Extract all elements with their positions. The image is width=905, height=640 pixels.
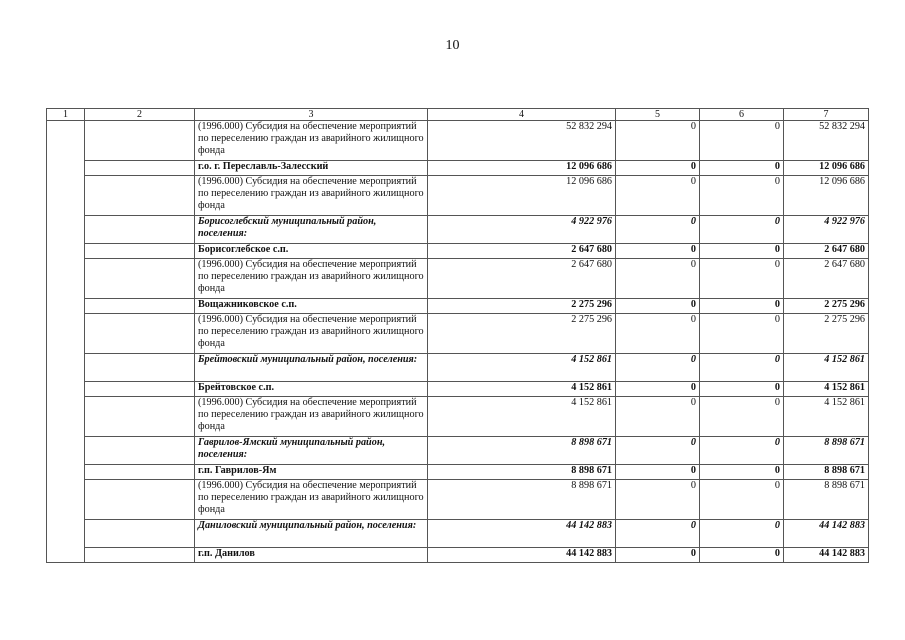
column-2-cell bbox=[85, 437, 195, 465]
column-1-cell bbox=[47, 121, 85, 563]
cell-col-6: 0 bbox=[700, 216, 784, 244]
column-2-cell bbox=[85, 354, 195, 382]
table-row bbox=[47, 437, 869, 465]
cell-col-5: 0 bbox=[616, 244, 700, 259]
column-2-cell bbox=[85, 548, 195, 563]
cell-col-6: 0 bbox=[700, 437, 784, 465]
cell-col-4: 4 152 861 bbox=[428, 382, 616, 397]
row-description: г.о. г. Переславль-Залесский bbox=[195, 161, 428, 176]
table-row bbox=[47, 480, 869, 520]
column-2-cell bbox=[85, 480, 195, 520]
cell-col-5: 0 bbox=[616, 176, 700, 216]
cell-col-4: 2 647 680 bbox=[428, 244, 616, 259]
cell-col-7: 4 152 861 bbox=[784, 354, 869, 382]
column-2-cell bbox=[85, 520, 195, 548]
column-header-4: 4 bbox=[428, 109, 616, 121]
table-row bbox=[47, 121, 869, 161]
cell-col-6: 0 bbox=[700, 299, 784, 314]
subsidy-table bbox=[46, 108, 869, 563]
cell-col-7: 8 898 671 bbox=[784, 437, 869, 465]
column-2-cell bbox=[85, 299, 195, 314]
cell-col-7: 12 096 686 bbox=[784, 176, 869, 216]
row-description: Борисоглебский муниципальный район, поселения: bbox=[195, 216, 428, 244]
cell-col-4: 2 275 296 bbox=[428, 314, 616, 354]
cell-col-6: 0 bbox=[700, 548, 784, 563]
column-header-1: 1 bbox=[47, 109, 85, 121]
column-2-cell bbox=[85, 121, 195, 161]
cell-col-7: 8 898 671 bbox=[784, 480, 869, 520]
cell-col-7: 52 832 294 bbox=[784, 121, 869, 161]
cell-col-5: 0 bbox=[616, 437, 700, 465]
row-description: (1996.000) Субсидия на обеспечение мероприятий по переселению граждан из аварийного жилищного фонда bbox=[195, 121, 428, 161]
column-header-6: 6 bbox=[700, 109, 784, 121]
cell-col-4: 44 142 883 bbox=[428, 520, 616, 548]
cell-col-4: 52 832 294 bbox=[428, 121, 616, 161]
column-header-row bbox=[47, 109, 869, 121]
cell-col-5: 0 bbox=[616, 465, 700, 480]
table-row bbox=[47, 244, 869, 259]
row-description: Брейтовский муниципальный район, поселения: bbox=[195, 354, 428, 382]
row-description: (1996.000) Субсидия на обеспечение мероприятий по переселению граждан из аварийного жилищного фонда bbox=[195, 314, 428, 354]
cell-col-5: 0 bbox=[616, 216, 700, 244]
cell-col-4: 8 898 671 bbox=[428, 437, 616, 465]
cell-col-6: 0 bbox=[700, 121, 784, 161]
cell-col-7: 8 898 671 bbox=[784, 465, 869, 480]
column-2-cell bbox=[85, 244, 195, 259]
table-row bbox=[47, 382, 869, 397]
cell-col-7: 2 647 680 bbox=[784, 259, 869, 299]
row-description: г.п. Данилов bbox=[195, 548, 428, 563]
cell-col-7: 4 152 861 bbox=[784, 382, 869, 397]
table-row bbox=[47, 465, 869, 480]
cell-col-5: 0 bbox=[616, 121, 700, 161]
row-description: Вощажниковское с.п. bbox=[195, 299, 428, 314]
cell-col-5: 0 bbox=[616, 480, 700, 520]
cell-col-7: 2 275 296 bbox=[784, 314, 869, 354]
cell-col-6: 0 bbox=[700, 480, 784, 520]
table-row bbox=[47, 397, 869, 437]
cell-col-6: 0 bbox=[700, 397, 784, 437]
cell-col-4: 2 647 680 bbox=[428, 259, 616, 299]
column-2-cell bbox=[85, 465, 195, 480]
column-2-cell bbox=[85, 161, 195, 176]
column-2-cell bbox=[85, 259, 195, 299]
cell-col-4: 12 096 686 bbox=[428, 161, 616, 176]
cell-col-5: 0 bbox=[616, 520, 700, 548]
table-row bbox=[47, 176, 869, 216]
cell-col-6: 0 bbox=[700, 161, 784, 176]
column-header-2: 2 bbox=[85, 109, 195, 121]
row-description: (1996.000) Субсидия на обеспечение мероприятий по переселению граждан из аварийного жилищного фонда bbox=[195, 397, 428, 437]
column-2-cell bbox=[85, 314, 195, 354]
cell-col-6: 0 bbox=[700, 259, 784, 299]
cell-col-5: 0 bbox=[616, 397, 700, 437]
table-row bbox=[47, 520, 869, 548]
column-2-cell bbox=[85, 382, 195, 397]
cell-col-5: 0 bbox=[616, 299, 700, 314]
cell-col-6: 0 bbox=[700, 314, 784, 354]
cell-col-7: 12 096 686 bbox=[784, 161, 869, 176]
cell-col-7: 44 142 883 bbox=[784, 548, 869, 563]
column-2-cell bbox=[85, 176, 195, 216]
cell-col-4: 12 096 686 bbox=[428, 176, 616, 216]
row-description: (1996.000) Субсидия на обеспечение мероприятий по переселению граждан из аварийного жилищного фонда bbox=[195, 176, 428, 216]
table-row bbox=[47, 548, 869, 563]
column-2-cell bbox=[85, 216, 195, 244]
table-row bbox=[47, 314, 869, 354]
row-description: г.п. Гаврилов-Ям bbox=[195, 465, 428, 480]
cell-col-4: 4 152 861 bbox=[428, 354, 616, 382]
cell-col-6: 0 bbox=[700, 354, 784, 382]
cell-col-7: 4 922 976 bbox=[784, 216, 869, 244]
cell-col-4: 4 152 861 bbox=[428, 397, 616, 437]
row-description: (1996.000) Субсидия на обеспечение мероприятий по переселению граждан из аварийного жилищного фонда bbox=[195, 480, 428, 520]
cell-col-5: 0 bbox=[616, 314, 700, 354]
cell-col-7: 2 647 680 bbox=[784, 244, 869, 259]
cell-col-4: 2 275 296 bbox=[428, 299, 616, 314]
row-description: Гаврилов-Ямский муниципальный район, поселения: bbox=[195, 437, 428, 465]
column-header-7: 7 bbox=[784, 109, 869, 121]
cell-col-6: 0 bbox=[700, 465, 784, 480]
cell-col-6: 0 bbox=[700, 244, 784, 259]
cell-col-7: 44 142 883 bbox=[784, 520, 869, 548]
row-description: Брейтовское с.п. bbox=[195, 382, 428, 397]
column-header-5: 5 bbox=[616, 109, 700, 121]
table-row bbox=[47, 259, 869, 299]
row-description: Борисоглебское с.п. bbox=[195, 244, 428, 259]
page-number: 10 bbox=[445, 38, 460, 53]
cell-col-5: 0 bbox=[616, 382, 700, 397]
table-row bbox=[47, 161, 869, 176]
row-description: Даниловский муниципальный район, поселения: bbox=[195, 520, 428, 548]
cell-col-7: 2 275 296 bbox=[784, 299, 869, 314]
cell-col-4: 4 922 976 bbox=[428, 216, 616, 244]
table-row bbox=[47, 299, 869, 314]
cell-col-6: 0 bbox=[700, 382, 784, 397]
cell-col-5: 0 bbox=[616, 354, 700, 382]
column-2-cell bbox=[85, 397, 195, 437]
cell-col-4: 8 898 671 bbox=[428, 465, 616, 480]
cell-col-4: 8 898 671 bbox=[428, 480, 616, 520]
cell-col-4: 44 142 883 bbox=[428, 548, 616, 563]
table-row bbox=[47, 216, 869, 244]
cell-col-5: 0 bbox=[616, 259, 700, 299]
table-row bbox=[47, 354, 869, 382]
row-description: (1996.000) Субсидия на обеспечение мероприятий по переселению граждан из аварийного жилищного фонда bbox=[195, 259, 428, 299]
cell-col-5: 0 bbox=[616, 548, 700, 563]
cell-col-6: 0 bbox=[700, 176, 784, 216]
cell-col-6: 0 bbox=[700, 520, 784, 548]
cell-col-5: 0 bbox=[616, 161, 700, 176]
column-header-3: 3 bbox=[195, 109, 428, 121]
cell-col-7: 4 152 861 bbox=[784, 397, 869, 437]
